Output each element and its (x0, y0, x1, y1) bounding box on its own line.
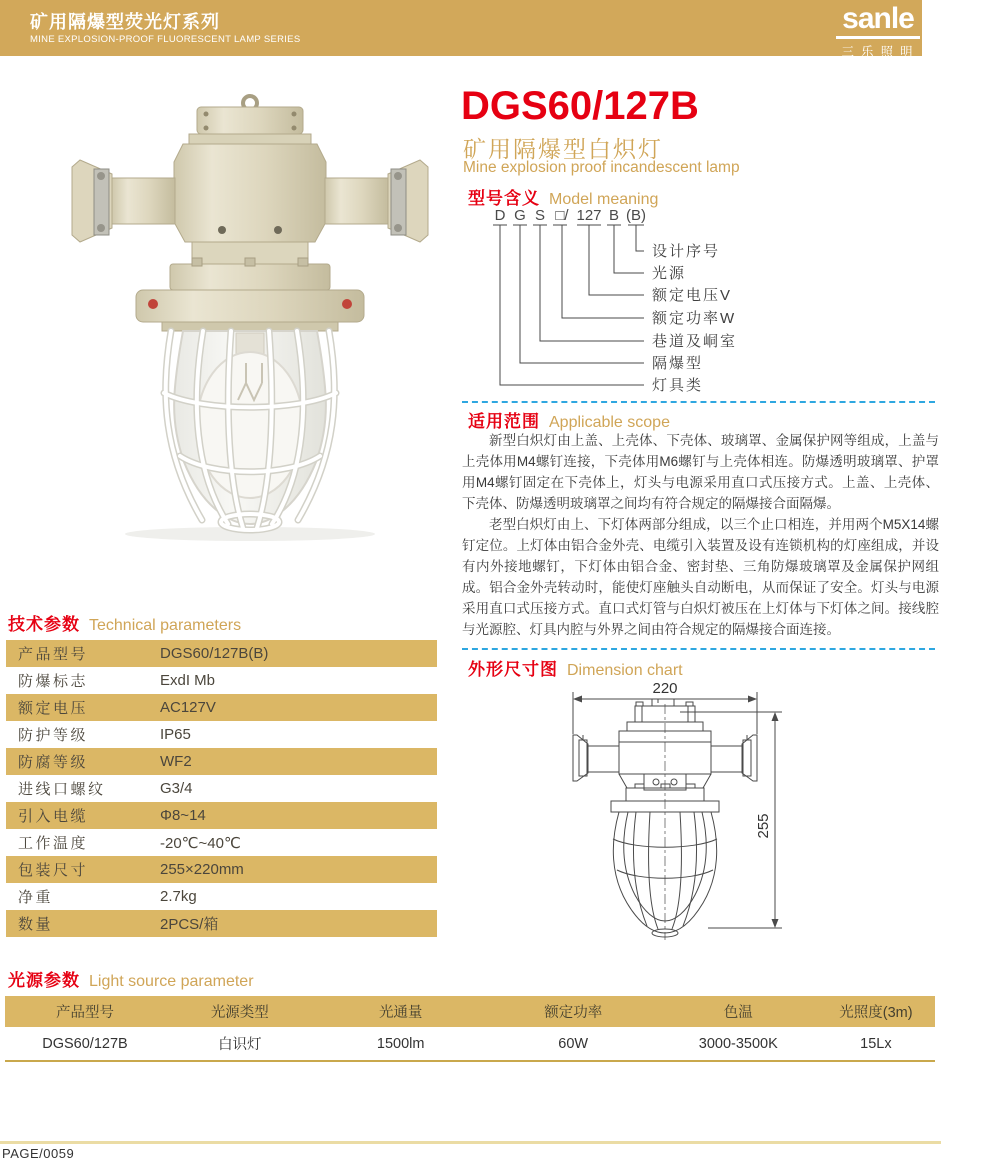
table-row (6, 775, 437, 802)
dimension-drawing (540, 676, 980, 956)
svg-text:(B): (B) (626, 207, 646, 224)
scope-section-title (468, 407, 670, 432)
svg-text:额定功率W: 额定功率W (652, 310, 737, 327)
table-row (6, 910, 437, 937)
model-meaning-title-en: Model meaning (549, 191, 659, 208)
svg-text:B: B (608, 207, 620, 224)
svg-text:设计序号: 设计序号 (652, 243, 721, 260)
svg-text:□/: □/ (555, 207, 569, 224)
param-value: WF2 (160, 753, 192, 770)
table-row (6, 667, 437, 694)
table-row (5, 1027, 935, 1060)
column-header: 光照度(3m) (839, 1005, 913, 1021)
svg-text:G: G (514, 207, 526, 224)
svg-text:额定电压V: 额定电压V (652, 287, 733, 304)
param-value: G3/4 (160, 780, 193, 797)
param-label: 引入电缆 (18, 808, 89, 825)
product-model-title: DGS60/127B (461, 84, 699, 128)
light-source-title-cn: 光源参数 (8, 971, 80, 990)
model-meaning-title-cn: 型号含义 (468, 189, 540, 208)
param-label: 工作温度 (18, 835, 89, 852)
dimension-title-en: Dimension chart (567, 662, 683, 679)
header-band (0, 0, 922, 59)
table-row (6, 829, 437, 856)
table-row (6, 694, 437, 721)
dim-width-label: 220 (652, 680, 678, 697)
model-meaning-diagram (462, 205, 935, 399)
param-value: 255×220mm (160, 861, 244, 878)
table-row (6, 721, 437, 748)
param-label: 防爆标志 (18, 673, 89, 690)
svg-text:光源: 光源 (652, 265, 687, 282)
param-label: 额定电压 (18, 700, 89, 717)
param-value: AC127V (160, 699, 216, 716)
param-value: DGS60/127B(B) (160, 645, 269, 662)
svg-text:127: 127 (576, 207, 602, 224)
param-value: IP65 (160, 726, 191, 743)
technical-section-title (8, 610, 241, 635)
column-header: 色温 (723, 1005, 753, 1021)
table-row (6, 640, 437, 667)
param-label: 包装尺寸 (18, 862, 89, 879)
scope-paragraph-1: 新型白炽灯由上盖、上壳体、下壳体、玻璃罩、金属保护网等组成，上盖与上壳体用M4螺钉连接，下壳体用M6螺钉与上壳体相连。防爆透明玻璃罩、护罩用M4螺钉固定在下壳体上，灯头与电源采用直口式压接方式。上盖、上壳体、下壳体、防爆透明玻璃罩之间均有符合规定的隔爆接合面隔爆。 (462, 433, 939, 511)
product-name-en: Mine explosion proof incandescent lamp (463, 159, 740, 176)
param-label: 净重 (18, 889, 54, 906)
dim-height-label: 255 (755, 813, 772, 839)
column-header: 光源类型 (210, 1005, 269, 1021)
table-cell: 3000-3500K (698, 1035, 778, 1052)
column-header: 额定功率 (544, 1005, 603, 1021)
product-name-cn: 矿用隔爆型白炽灯 (463, 136, 663, 162)
param-value: -20℃~40℃ (160, 834, 241, 852)
table-cell: 白识灯 (218, 1037, 262, 1053)
scope-title-cn: 适用范围 (468, 412, 540, 431)
divider-blue-dashed (462, 401, 935, 403)
svg-text:灯具类: 灯具类 (652, 377, 704, 394)
table-cell: DGS60/127B (42, 1035, 128, 1052)
series-title-en: MINE EXPLOSION-PROOF FLUORESCENT LAMP SERIES (30, 34, 301, 45)
param-label: 防腐等级 (18, 754, 89, 771)
param-value: 2PCS/箱 (160, 916, 219, 933)
scope-body (462, 430, 939, 640)
param-label: 数量 (18, 916, 54, 933)
column-header: 光通量 (378, 1005, 423, 1021)
svg-text:S: S (534, 207, 546, 224)
table-header-row (5, 996, 935, 1027)
param-value: ExdI Mb (160, 672, 216, 689)
table-row (6, 802, 437, 829)
scope-paragraph-2: 老型白炽灯由上、下灯体两部分组成，以三个止口相连，并用两个M5X14螺钉定位。上灯体由铝合金外壳、电缆引入装置及设有连锁机构的灯座组成，并设有内外接地螺钉，下灯体由铝合金、密封垫、三角防爆玻璃罩及金属保护网组成。铝合金外壳转动时，能使灯座触头自动断电，从而保证了安全。灯头与电源采用直口式压接方式。直口式灯管与白炽灯被压在上灯体与下灯体之间。接线腔与光源腔、灯具内腔与外界之间由符合规定的隔爆接合面连接。 (462, 517, 939, 637)
table-row (6, 883, 437, 910)
series-title-cn: 矿用隔爆型荧光灯系列 (30, 12, 220, 32)
table-cell: 1500lm (376, 1035, 425, 1052)
footer-rule (0, 1141, 941, 1144)
technical-title-en: Technical parameters (89, 617, 242, 634)
svg-text:D: D (494, 207, 506, 224)
technical-title-cn: 技术参数 (8, 615, 80, 634)
table-row (6, 748, 437, 775)
param-value: 2.7kg (160, 888, 197, 905)
param-label: 防护等级 (18, 727, 89, 744)
column-header: 产品型号 (55, 1005, 114, 1021)
svg-text:隔爆型: 隔爆型 (652, 355, 704, 372)
page-number: PAGE/0059 (2, 1146, 75, 1159)
technical-parameters-table (6, 640, 437, 937)
product-photo (50, 90, 450, 545)
param-label: 进线口螺纹 (18, 781, 106, 798)
light-source-table (5, 996, 935, 1062)
brand-logo (836, 3, 920, 60)
param-value: Φ8~14 (160, 807, 206, 824)
table-cell: 60W (558, 1035, 589, 1052)
light-source-title-en: Light source parameter (89, 973, 254, 990)
dimension-title-cn: 外形尺寸图 (468, 660, 558, 679)
light-source-section-title (8, 966, 254, 991)
svg-text:巷道及峒室: 巷道及峒室 (652, 333, 738, 350)
scope-title-en: Applicable scope (549, 414, 670, 431)
param-label: 产品型号 (18, 646, 89, 663)
table-row (6, 856, 437, 883)
brand-logo-wordmark: sanle (836, 3, 920, 39)
divider-blue-dashed (462, 648, 935, 650)
brand-logo-chinese: 三乐照明 (841, 45, 920, 59)
table-cell: 15Lx (860, 1035, 892, 1052)
